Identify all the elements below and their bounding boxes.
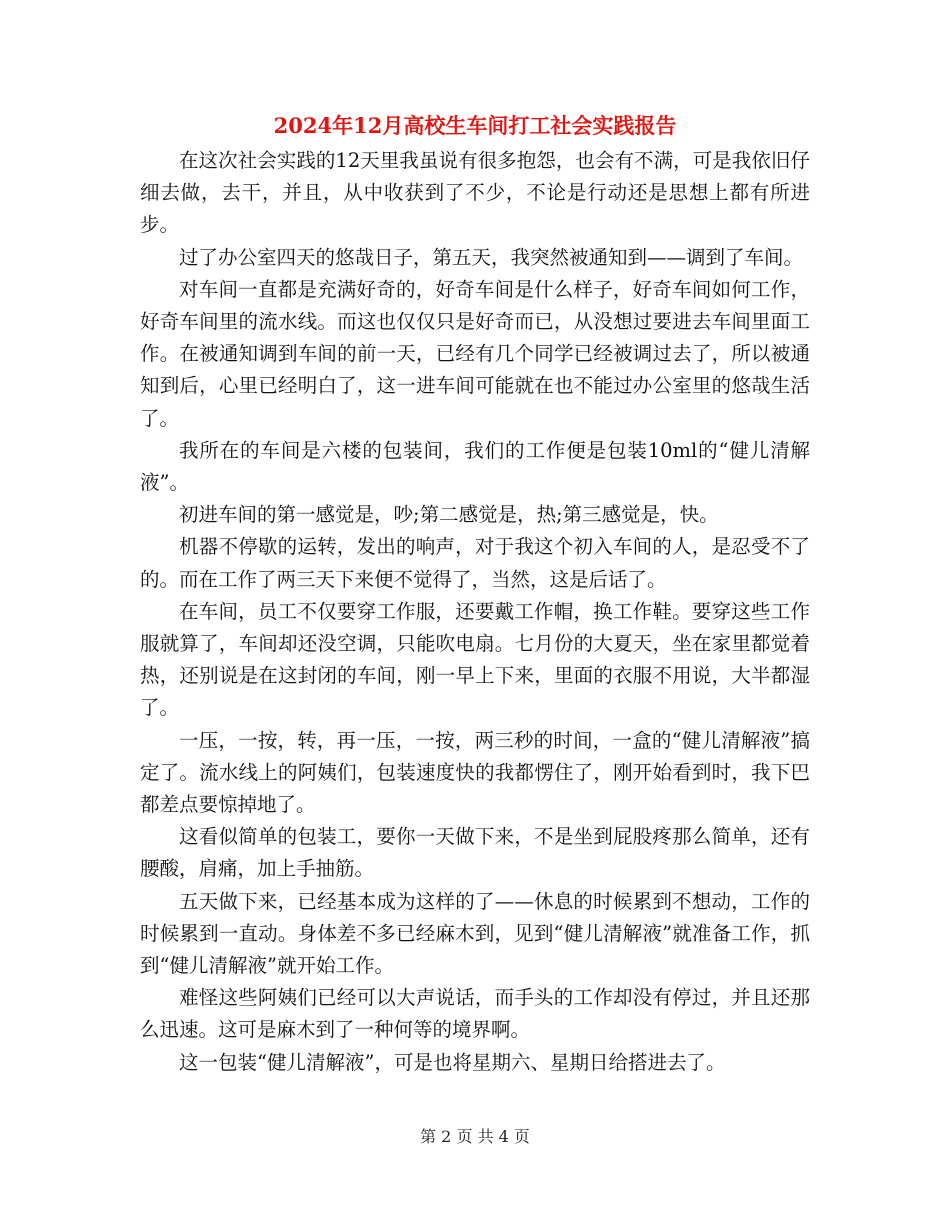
document-title: 2024年12月高校生车间打工社会实践报告 (273, 113, 677, 138)
page-footer (0, 1125, 950, 1149)
paragraph-3: 对车间一直都是充满好奇的，好奇车间是什么样子，好奇车间如何工作，好奇车间里的流水线。而这也仅仅只是好奇而已，从没想过要进去车间里面工作。在被通知调到车间的前一天，已经有几个同学已经被调过去了，所以被通知到后，心里已经明白了，这一进车间可能就在也不能过办公室里的悠哉生活了。 (140, 277, 810, 430)
paragraph-10: 五天做下来，已经基本成为这样的了——休息的时候累到不想动，工作的时候累到一直动。身体差不多已经麻木到，见到“健儿清解液”就准备工作，抓到“健儿清解液”就开始工作。 (140, 889, 810, 978)
paragraph-8: 一压，一按，转，再一压，一按，两三秒的时间，一盒的“健儿清解液”搞定了。流水线上的阿姨们，包装速度快的我都愣住了，刚开始看到时，我下巴都差点要惊掉地了。 (140, 728, 810, 817)
paragraph-9: 这看似简单的包装工，要你一天做下来，不是坐到屁股疼那么简单，还有腰酸，肩痛，加上手抽筋。 (140, 825, 810, 881)
paragraph-5: 初进车间的第一感觉是，吵;第二感觉是，热;第三感觉是，快。 (179, 503, 719, 527)
paragraph-7: 在车间，员工不仅要穿工作服，还要戴工作帽，换工作鞋。要穿这些工作服就算了，车间却还没空调，只能吹电扇。七月份的大夏天，坐在家里都觉着热，还别说是在这封闭的车间，刚一早上下来，里面的衣服不用说，大半都湿了。 (140, 599, 810, 720)
paragraph-12: 这一包装“健儿清解液”，可是也将星期六、星期日给搭进去了。 (179, 1050, 726, 1074)
paragraph-6: 机器不停歇的运转，发出的响声，对于我这个初入车间的人，是忍受不了的。而在工作了两三天下来便不觉得了，当然，这是后话了。 (140, 535, 810, 591)
page-number-label: 第 2 页 共 4 页 (420, 1127, 530, 1146)
paragraph-4: 我所在的车间是六楼的包装间，我们的工作便是包装10ml的“健儿清解液”。 (140, 438, 810, 495)
paragraph-2: 过了办公室四天的悠哉日子，第五天，我突然被通知到——调到了车间。 (179, 245, 804, 269)
paragraph-1: 在这次社会实践的12天里我虽说有很多抱怨，也会有不满，可是我依旧仔细去做，去干，并且，从中收获到了不少，不论是行动还是思想上都有所进步。 (140, 149, 810, 237)
document-body (140, 145, 810, 1079)
paragraph-11: 难怪这些阿姨们已经可以大声说话，而手头的工作却没有停过，并且还那么迅速。这可是麻木到了一种何等的境界啊。 (140, 986, 810, 1042)
